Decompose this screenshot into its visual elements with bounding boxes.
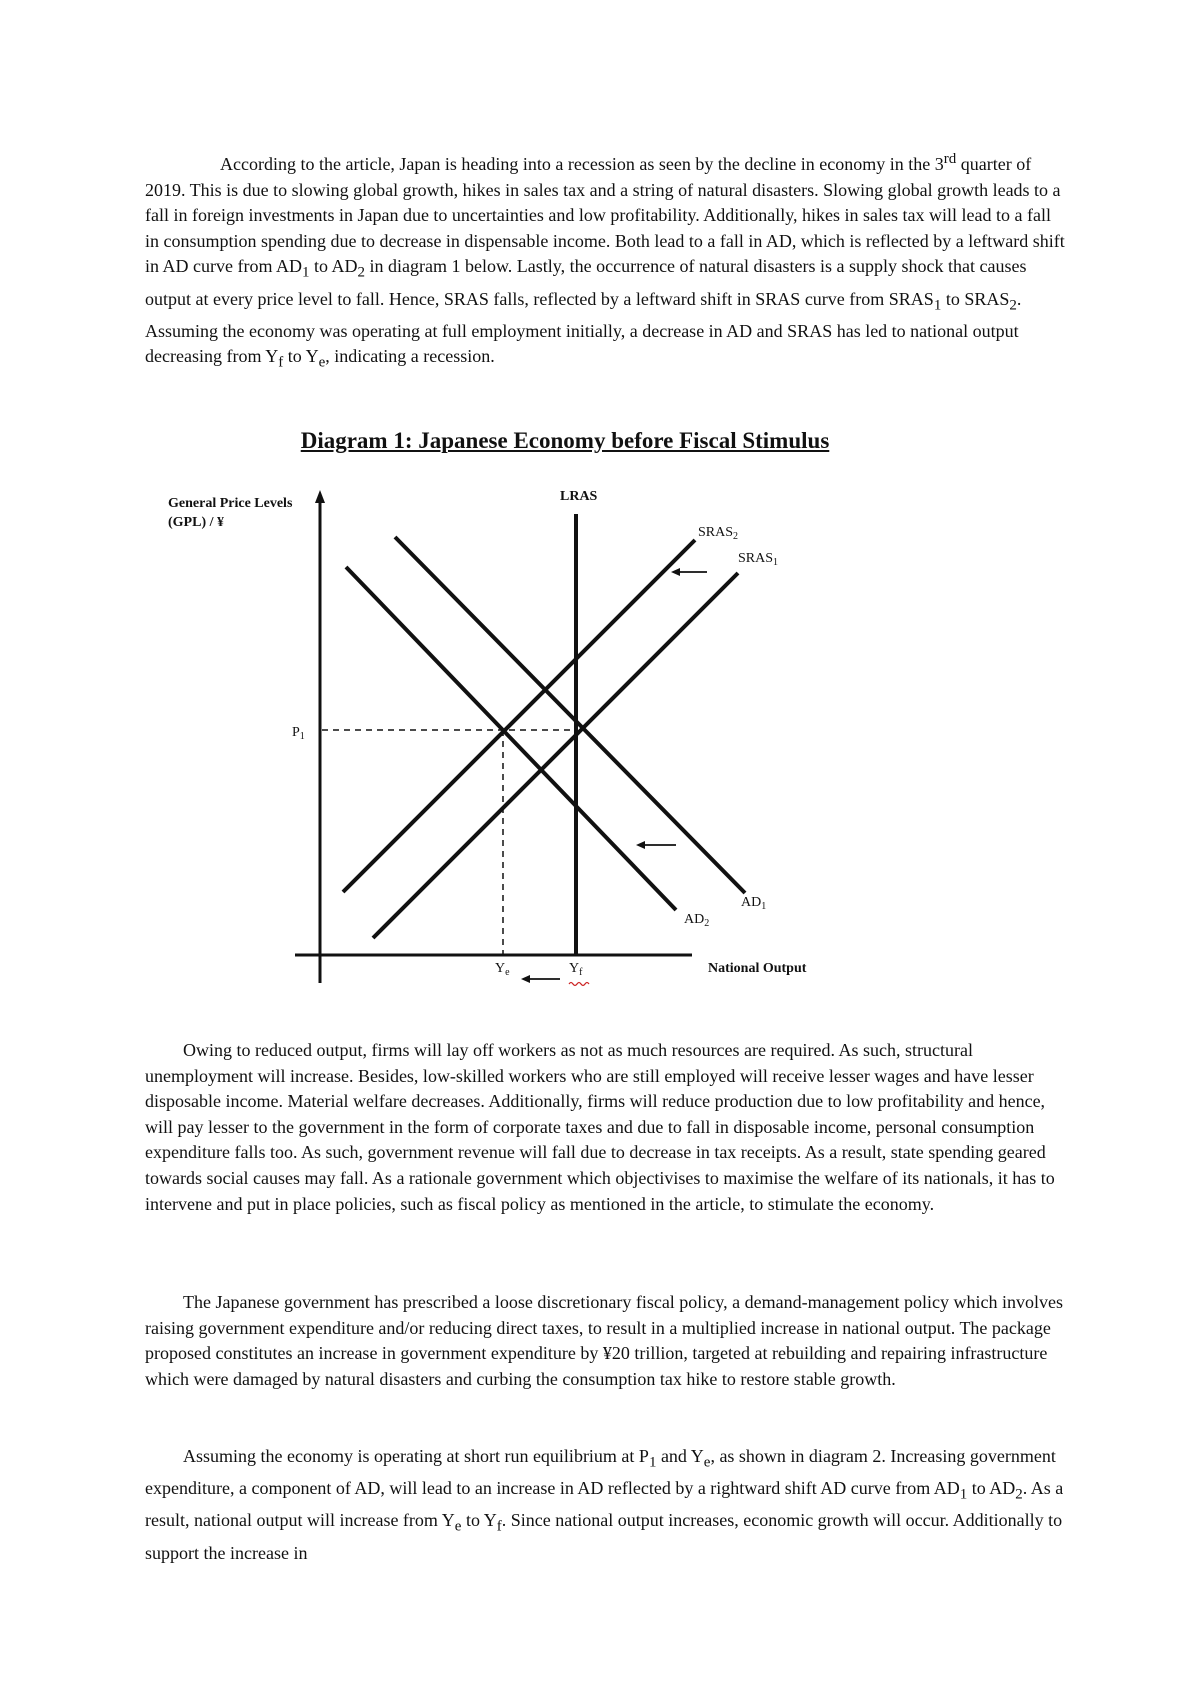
text-run: in diagram 1 below. Lastly, the occurrence of natural disasters is a supply shock that causes output at every price level to fall. Hence, SRAS falls, reflected by a leftward shift in SRAS curve from SRAS	[145, 256, 1027, 309]
output-shift-arrow	[521, 975, 560, 983]
yf-label: $Y_f$	[569, 961, 583, 978]
diagram-title: Diagram 1: Japanese Economy before Fiscal Stimulus	[300, 428, 830, 453]
text-run: . Since national output increases, economic growth will occur. Additionally to support the increase in	[145, 1510, 1063, 1563]
spellcheck-squiggle	[569, 983, 589, 986]
ad1-curve	[395, 537, 745, 893]
subscript: e	[318, 354, 326, 371]
paragraph-fiscal-policy: The Japanese government has prescribed a loose discretionary fiscal policy, a demand-management policy which involves raising government expenditure and/or reducing direct taxes, to result in a multiplied increase in national output. The package proposed constitutes an increase in government expenditure by ¥20 trillion, targeted at rebuilding and repairing infrastructure which were damaged by natural disasters and curbing the consumption tax hike to restore stable growth.	[145, 1292, 1064, 1389]
subscript: 2	[1015, 1486, 1023, 1503]
subscript: 1	[301, 264, 310, 281]
superscript: rd	[943, 151, 957, 167]
text-run: quarter of 2019. This is due to slowing global growth, hikes in sales tax and a string of natural disasters. Slowing global growth leads to a fall in foreign investments in Japan due to uncertainties and low profitability. Additionally, hikes in sales tax will lead to a fall in consumption spending due to decrease in dispensable income. Both lead to a fall in AD, which is reflected by a leftward shift in AD curve from AD	[145, 154, 1065, 277]
text-run: , indicating a recession.	[325, 346, 495, 367]
text-run: to SRAS	[941, 288, 1010, 309]
y-axis-arrow	[315, 490, 325, 503]
subscript: 2	[1009, 297, 1017, 314]
text-run: and Y	[656, 1446, 704, 1466]
sras1-label: $SRAS_1$	[738, 551, 779, 568]
sras-shift-arrow	[671, 568, 707, 576]
text-run: . Assuming the economy was operating at full employment initially, a decrease in AD and SRAS has led to national output decreasing from Y	[145, 288, 1022, 367]
paragraph-unemployment: Owing to reduced output, firms will lay off workers as not as much resources are required. As such, structural unemployment will increase. Besides, low-skilled workers who are still employed will receive lesser wages and have lesser disposable income. Material welfare decreases. Additionally, firms will reduce production due to low profitability and hence, will pay lesser to the government in the form of corporate taxes and due to fall in disposable income, personal consumption expenditure falls too. As such, government revenue will fall due to decrease in tax receipts. As a result, state spending geared towards social causes may fall. As a rationale government which objectivises to maximise the welfare of its nationals, it has to intervene and put in place policies, such as fiscal policy as mentioned in the article, to stimulate the economy.	[145, 1040, 1055, 1214]
text-run: , as shown in diagram 2. Increasing government expenditure, a component of AD, will lead to an increase in AD reflected by a rightward shift AD curve from AD	[145, 1446, 1056, 1499]
ye-label: $Y_e$	[495, 961, 510, 978]
p1-label: $P_1$	[292, 725, 305, 742]
sras1-curve	[373, 573, 738, 938]
x-axis-label: National Output	[708, 961, 807, 976]
y-axis-label: General Price Levels	[168, 496, 293, 511]
text-run: to Y	[461, 1510, 497, 1531]
subscript: 1	[959, 1486, 968, 1503]
ad2-curve	[346, 567, 676, 910]
y-axis-label-unit: (GPL) / ¥	[168, 515, 224, 530]
text-run: Assuming the economy is operating at short run equilibrium at P	[183, 1446, 649, 1466]
subscript: 1	[933, 297, 942, 314]
paragraph-equilibrium	[145, 1444, 1065, 1566]
ad2-label: $AD_2$	[684, 912, 710, 929]
text-run: According to the article, Japan is heading into a recession as seen by the decline in economy in the 3	[220, 154, 944, 174]
sras2-label: $SRAS_2$	[698, 525, 739, 542]
lras-label: LRAS	[560, 489, 598, 504]
subscript: e	[703, 1454, 711, 1471]
ad1-label: $AD_1$	[741, 895, 767, 912]
text-run: to AD	[967, 1478, 1016, 1499]
subscript: f	[278, 354, 284, 371]
text-run: to Y	[283, 346, 319, 367]
text-run: . As a result, national output will increase from Y	[145, 1478, 1064, 1531]
subscript: 1	[648, 1454, 657, 1471]
ad-shift-arrow	[636, 841, 676, 849]
sras2-curve	[343, 540, 695, 892]
subscript: f	[496, 1518, 502, 1535]
text-run: to AD	[309, 256, 358, 277]
subscript: e	[454, 1518, 462, 1535]
subscript: 2	[357, 264, 365, 281]
